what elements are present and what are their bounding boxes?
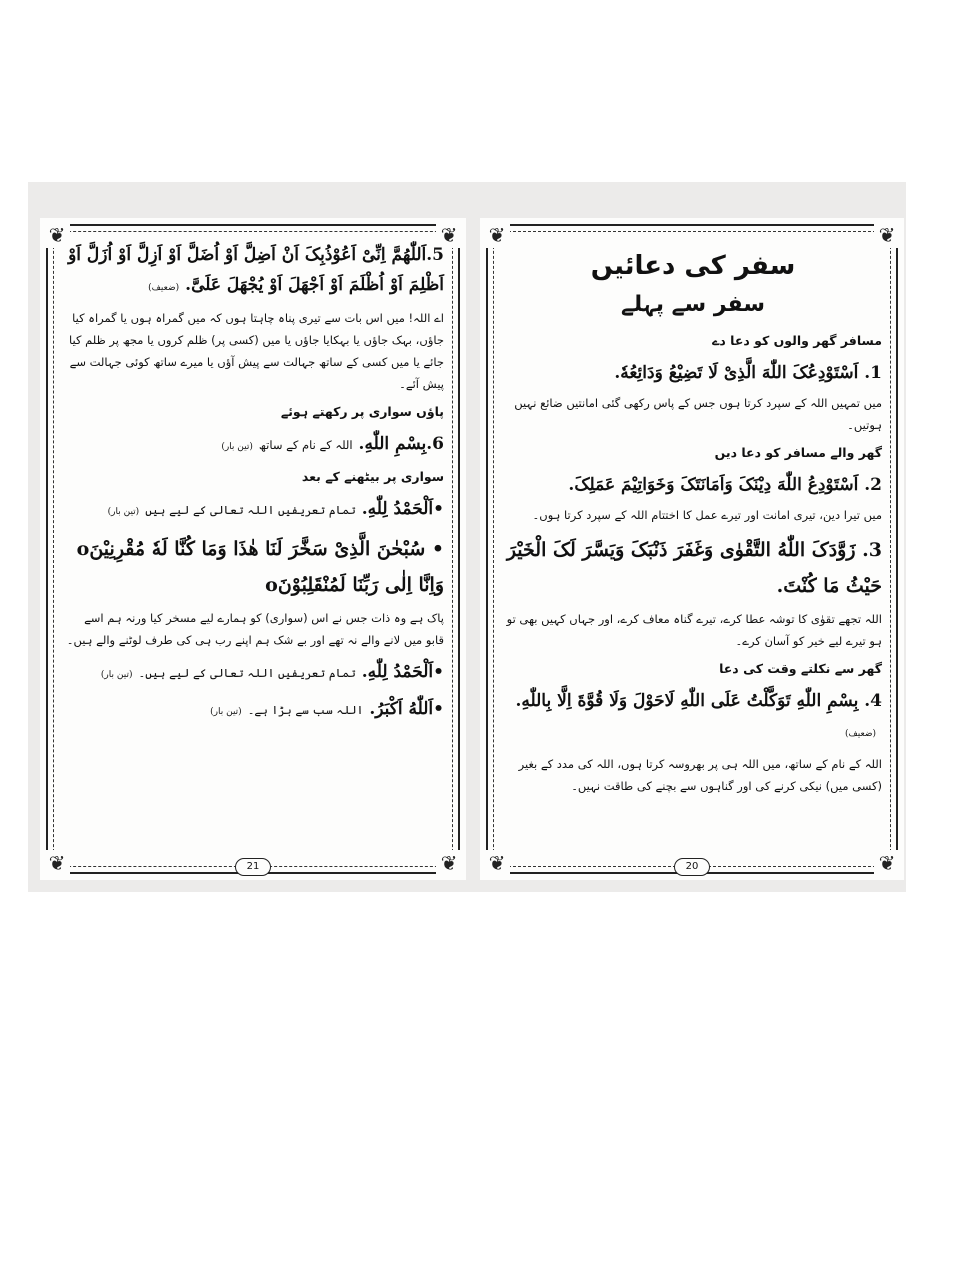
corner-ornament-icon: ❦ [484,850,510,876]
page-number: 20 [674,858,710,876]
dua-translation-5: اے اللہ! میں اس بات سے تیری پناہ چاہتا ہوں کہ میں گمراہ ہوں یا گمراہ کیا جاؤں، بہک جاؤں یا بہکایا جاؤں یا میں (کسی پر) ظلم کروں یا مجھ پر ظلم کیا جائے یا میں کسی کے ساتھ جہالت سے پیش آؤں یا میرے ساتھ کوئی جہالت سے پیش آئے۔ [69,311,444,391]
section-heading: گھر سے نکلتے وقت کی دعا [719,661,882,676]
dua-arabic-5: 5.اَللّٰهُمَّ اِنِّیْ اَعُوْذُبِکَ اَنْ اَضِلَّ اَوْ اُضَلَّ اَوْ اَزِلَّ اَوْ اُزَلَّ اَوْ اَظْلِمَ اَوْ اُظْلَمَ اَوْ اَجْهَلَ اَوْ یُجْهَلَ عَلَیَّ.(ضعیف) [68,245,444,295]
page-20 [480,218,904,880]
dua-arabic-6: 6.بِسْمِ اللّٰهِ. اللہ کے نام کے ساتھ(تین بار) [221,434,444,454]
corner-ornament-icon: ❦ [44,222,70,248]
dua-arabic-hamd: •اَلْحَمْدُ لِلّٰهِ. تمام تعریفیں اللہ تعالی کے لیے ہیں(تین بار) [107,499,444,519]
dua-arabic-subhan: • سُبْحٰنَ الَّذِیْ سَخَّرَ لَنَا هٰذَا وَمَا کُنَّا لَهٗ مُقْرِنِیْنَo وَاِنَّا اِلٰی رَبِّنَا لَمُنْقَلِبُوْنَo [76,538,444,596]
page-subtitle: سفر سے پہلے [620,292,766,317]
corner-ornament-icon: ❦ [44,850,70,876]
dua-arabic-2: 2. اَسْتَوْدِعُ اللّٰهَ دِیْنَکَ وَاَمَانَتَکَ وَخَوَاتِیْمَ عَمَلِکَ. [568,475,882,495]
corner-ornament-icon: ❦ [436,222,462,248]
section-heading: مسافر گھر والوں کو دعا دے [712,333,882,348]
section-heading: سواری پر بیٹھنے کے بعد [301,469,444,484]
corner-ornament-icon: ❦ [874,222,900,248]
page-number: 21 [235,858,271,876]
page-title: سفر کی دعائیں [590,251,796,281]
page-21-content [64,240,444,850]
corner-ornament-icon: ❦ [436,850,462,876]
dua-translation-subhan: پاک ہے وہ ذات جس نے اس (سواری) کو ہمارے لیے مسخر کیا ورنہ ہم اسے قابو میں لانے والے نہ تھے اور بے شک ہم اپنے رب ہی کی طرف لوٹنے والے ہیں۔ [66,611,444,647]
section-heading: گھر والے مسافر کو دعا دیں [714,445,882,460]
dua-translation-3: اللہ تجھے تقوٰی کا توشہ عطا کرے، تیرے گناہ معاف کرے، اور جہاں کہیں بھی تو ہو تیرے لیے خیر کو آسان کرے۔ [506,612,882,648]
dua-translation-2: میں تیرا دین، تیری امانت اور تیرے عمل کا اختتام اللہ کے سپرد کرتا ہوں۔ [532,508,882,522]
dua-arabic-4: 4. بِسْمِ اللّٰهِ تَوَکَّلْتُ عَلَی اللّٰهِ لَاحَوْلَ وَلَا قُوَّةَ اِلَّا بِاللّٰهِ.(ضعیف) [515,691,882,739]
dua-arabic-1: 1. اَسْتَوْدِعُکَ اللّٰهَ الَّذِیْ لَا تَضِیْعُ وَدَائِعُهٗ. [614,363,882,383]
dua-arabic-takbeer: •اَللّٰهُ اَکْبَرُ. اللہ سب سے بڑا ہے۔(تین بار) [210,699,444,719]
corner-ornament-icon: ❦ [484,222,510,248]
dua-translation-4: اللہ کے نام کے ساتھ، میں اللہ ہی پر بھروسہ کرتا ہوں، اللہ کی مدد کے بغیر (کسی میں) نیکی کرنے کی اور گناہوں سے بچنے کی طاقت نہیں۔ [518,757,882,793]
section-heading: پاؤں سواری پر رکھتے ہوئے [280,404,444,419]
corner-ornament-icon: ❦ [874,850,900,876]
dua-arabic-3: 3. زَوَّدَکَ اللّٰهُ التَّقْوٰی وَغَفَرَ ذَنْبَکَ وَیَسَّرَ لَکَ الْخَیْرَ حَیْثُ مَا کُنْتَ. [506,539,882,597]
dua-translation-1: میں تمہیں اللہ کے سپرد کرتا ہوں جس کے پاس رکھی گئی امانتیں ضائع نہیں ہوتیں۔ [514,396,882,432]
page-21 [40,218,466,880]
dua-arabic-hamd-2: •اَلْحَمْدُ لِلّٰهِ. تمام تعریفیں اللہ تعالی کے لیے ہیں۔(تین بار) [100,662,444,682]
page-20-content [504,240,882,850]
